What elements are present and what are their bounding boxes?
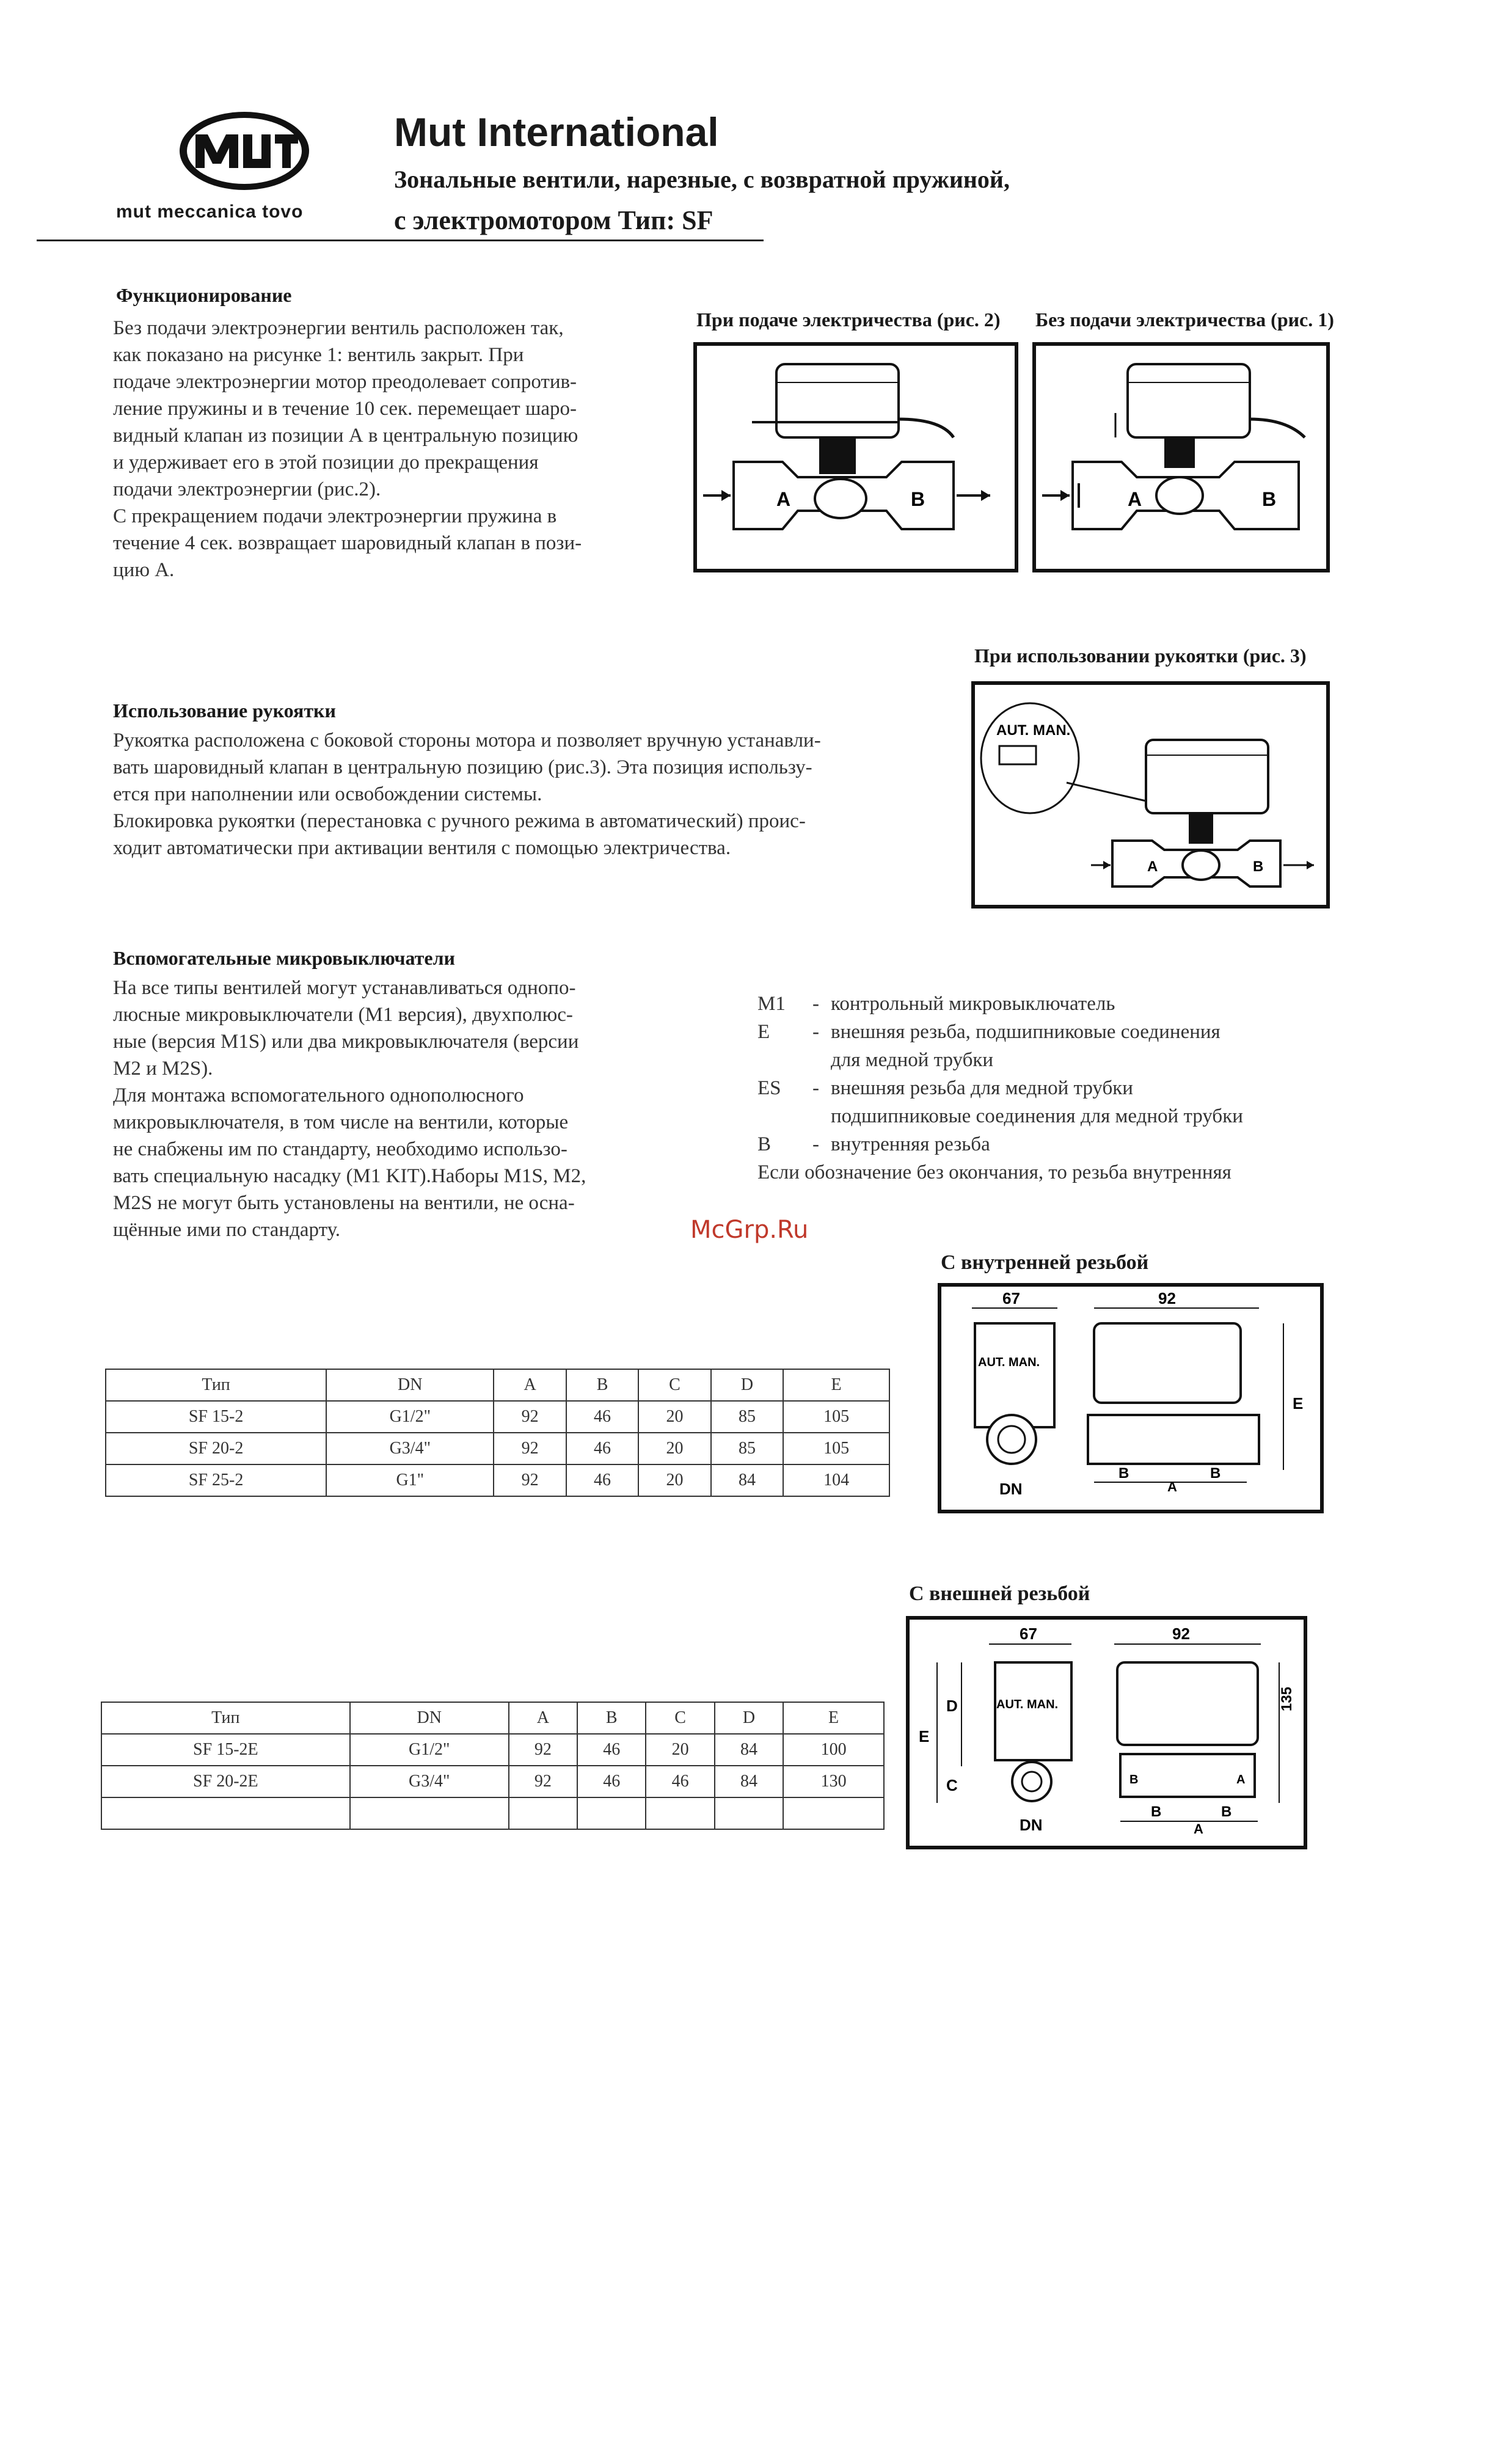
column-header: B (566, 1369, 638, 1401)
table-cell: 104 (783, 1464, 889, 1496)
column-header: A (509, 1702, 577, 1734)
table-cell: 46 (566, 1401, 638, 1433)
fig1-valve-drawing (1036, 346, 1326, 569)
table-cell: 92 (494, 1464, 566, 1496)
function-line: как показано на рисунке 1: вентиль закрыт. При (113, 344, 524, 366)
legend-note: Если обозначение без окончания, то резьба внутренняя (757, 1161, 1231, 1183)
handle-line: Блокировка рукоятки (перестановка с ручного режима в автоматический) проис- (113, 810, 806, 832)
document-subtitle-line2: с электромотором Тип: SF (394, 205, 713, 235)
table-cell: 84 (711, 1464, 783, 1496)
legend-code: E (757, 1021, 770, 1043)
table-cell: 84 (715, 1766, 783, 1797)
column-header: Тип (101, 1702, 350, 1734)
table-cell: G3/4" (326, 1433, 494, 1464)
table-cell (783, 1797, 884, 1829)
table-cell: 46 (577, 1766, 646, 1797)
internal-thread-diagram (938, 1283, 1324, 1513)
fig2-label-b: B (911, 488, 925, 510)
function-line: подаче электроэнергии мотор преодолевает сопротив- (113, 371, 577, 393)
external-dim-e: E (919, 1727, 930, 1746)
column-header: B (577, 1702, 646, 1734)
external-dim-92: 92 (1172, 1625, 1190, 1643)
external-dim-c: C (946, 1776, 958, 1794)
table-cell: 105 (783, 1401, 889, 1433)
legend-code (757, 1102, 812, 1130)
function-line: течение 4 сек. возвращает шаровидный клапан в пози- (113, 532, 582, 554)
fig2-label-a: A (776, 488, 791, 510)
function-line: и удерживает его в этой позиции до прекращения (113, 451, 539, 473)
handle-line: ется при наполнении или освобождении системы. (113, 783, 542, 805)
legend-text: для медной трубки (831, 1049, 994, 1071)
external-thread-title: С внешней резьбой (909, 1582, 1090, 1605)
table-cell: SF 15-2E (101, 1734, 350, 1766)
table-cell: 46 (577, 1734, 646, 1766)
micro-line: люсные микровыключатели (М1 версия), двухполюс- (113, 1004, 573, 1026)
micro-text (113, 974, 663, 1243)
table-cell (509, 1797, 577, 1829)
table-cell: 84 (715, 1734, 783, 1766)
legend-text: контрольный микровыключатель (831, 993, 1115, 1015)
external-thread-drawing (910, 1620, 1304, 1846)
function-text (113, 315, 675, 583)
column-header: C (638, 1369, 710, 1401)
table-cell: 85 (711, 1433, 783, 1464)
table-row (101, 1734, 884, 1766)
micro-line: вать специальную насадку (M1 KIT).Наборы M1S, M2, (113, 1165, 586, 1187)
header-divider (37, 239, 764, 241)
handle-line: Рукоятка расположена с боковой стороны мотора и позволяет вручную устанавли- (113, 729, 821, 751)
table-cell: G1/2" (350, 1734, 509, 1766)
micro-line: ные (версия M1S) или два микровыключателя (версии (113, 1031, 579, 1053)
table-cell: 92 (509, 1766, 577, 1797)
internal-dim-67: 67 (1002, 1289, 1020, 1307)
legend-row: E - внешняя резьба, подшипниковые соединения (757, 1018, 1368, 1046)
fig2-diagram (693, 342, 1018, 572)
legend-code: B (757, 1133, 772, 1155)
fig1-title: Без подачи электричества (рис. 1) (1035, 309, 1334, 331)
internal-dim-dn: DN (999, 1480, 1023, 1498)
external-body-a: A (1236, 1773, 1246, 1786)
legend-code: ES (757, 1077, 781, 1099)
fig3-title: При использовании рукоятки (рис. 3) (974, 645, 1307, 667)
column-header: E (783, 1702, 884, 1734)
legend-row (757, 1046, 1368, 1074)
function-line: Без подачи электроэнергии вентиль расположен так, (113, 317, 564, 339)
table-cell: 46 (566, 1433, 638, 1464)
column-header: DN (350, 1702, 509, 1734)
external-dim-a: A (1194, 1821, 1203, 1837)
function-heading: Функционирование (116, 284, 292, 306)
legend-text: внешняя резьба, подшипниковые соединения (831, 1021, 1221, 1043)
legend-row (757, 1102, 1368, 1130)
fig1-diagram (1032, 342, 1330, 572)
table-cell: 105 (783, 1433, 889, 1464)
table-cell: SF 20-2E (101, 1766, 350, 1797)
fig2-valve-drawing (697, 346, 1015, 569)
table-cell: 85 (711, 1401, 783, 1433)
micro-line: микровыключателя, в том числе на вентили, которые (113, 1111, 569, 1133)
fig3-label-a: A (1147, 858, 1158, 875)
external-dim-dn: DN (1020, 1816, 1043, 1834)
table-header-row (106, 1369, 889, 1401)
table-cell (350, 1797, 509, 1829)
company-logo (177, 110, 312, 192)
fig3-label-b: B (1253, 858, 1264, 875)
column-header: D (715, 1702, 783, 1734)
column-header: A (494, 1369, 566, 1401)
table-cell (577, 1797, 646, 1829)
internal-thread-table (105, 1369, 890, 1497)
company-name: Mut International (394, 109, 719, 155)
internal-thread-title: С внутренней резьбой (941, 1251, 1149, 1274)
table-cell: 46 (566, 1464, 638, 1496)
column-header: E (783, 1369, 889, 1401)
micro-line: M2 и M2S). (113, 1058, 213, 1080)
external-dim-67: 67 (1020, 1625, 1037, 1643)
micro-heading: Вспомогательные микровыключатели (113, 947, 455, 969)
function-line: С прекращением подачи электроэнергии пружина в (113, 505, 557, 527)
table-cell: G1/2" (326, 1401, 494, 1433)
document-subtitle-line1: Зональные вентили, нарезные, с возвратной пружиной, (394, 166, 1010, 193)
external-thread-diagram (906, 1616, 1307, 1849)
micro-line: M2S не могут быть установлены на вентили, не осна- (113, 1192, 575, 1214)
table-row (106, 1433, 889, 1464)
function-line: подачи электроэнергии (рис.2). (113, 478, 381, 500)
external-dim-135: 135 (1279, 1686, 1295, 1711)
column-header: DN (326, 1369, 494, 1401)
column-header: C (646, 1702, 714, 1734)
legend-text: внутренняя резьба (831, 1133, 990, 1155)
table-cell: G3/4" (350, 1766, 509, 1797)
legend-row: ES - внешняя резьба для медной трубки (757, 1074, 1368, 1102)
column-header: Тип (106, 1369, 326, 1401)
fig3-diagram (971, 681, 1330, 908)
table-cell (101, 1797, 350, 1829)
legend-code: M1 (757, 993, 786, 1015)
internal-aut-man: AUT. MAN. (978, 1356, 1040, 1369)
handle-text (113, 727, 974, 861)
table-cell: 20 (646, 1734, 714, 1766)
internal-dim-92: 92 (1158, 1289, 1176, 1307)
micro-line: Для монтажа вспомогательного однополюсного (113, 1084, 524, 1106)
legend-code (757, 1046, 812, 1074)
watermark: McGrp.Ru (690, 1216, 809, 1244)
table-cell: 46 (646, 1766, 714, 1797)
legend-row: M1 - контрольный микровыключатель (757, 990, 1368, 1018)
internal-dim-b1: B (1118, 1465, 1129, 1482)
logo-caption: mut meccanica tovo (116, 202, 304, 222)
table-cell: 92 (509, 1734, 577, 1766)
table-cell: 20 (638, 1464, 710, 1496)
handle-line: вать шаровидный клапан в центральную позицию (рис.3). Эта позиция использу- (113, 756, 812, 778)
table-cell: SF 20-2 (106, 1433, 326, 1464)
table-cell: SF 15-2 (106, 1401, 326, 1433)
model-legend (757, 990, 1368, 1186)
handle-line: ходит автоматически при активации вентиля с помощью электричества. (113, 837, 731, 859)
micro-line: щённые ими по стандарту. (113, 1219, 341, 1241)
fig2-title: При подаче электричества (рис. 2) (696, 309, 1001, 331)
legend-row: B - внутренняя резьба (757, 1130, 1368, 1158)
external-thread-table (101, 1702, 885, 1830)
function-line: ление пружины и в течение 10 сек. перемещает шаро- (113, 398, 577, 420)
external-dim-b2: B (1221, 1804, 1232, 1820)
column-header: D (711, 1369, 783, 1401)
internal-thread-drawing (941, 1287, 1320, 1510)
legend-text: внешняя резьба для медной трубки (831, 1077, 1133, 1099)
function-line: видный клапан из позиции А в центральную позицию (113, 425, 578, 447)
fig1-label-b: B (1262, 488, 1277, 510)
external-dim-d: D (946, 1697, 958, 1715)
table-cell: SF 25-2 (106, 1464, 326, 1496)
micro-line: не снабжены им по стандарту, необходимо использо- (113, 1138, 567, 1160)
fig1-label-a: A (1128, 488, 1142, 510)
handle-heading: Использование рукоятки (113, 700, 336, 722)
table-row (101, 1766, 884, 1797)
table-header-row (101, 1702, 884, 1734)
table-row (106, 1464, 889, 1496)
table-cell: 92 (494, 1401, 566, 1433)
table-cell (646, 1797, 714, 1829)
table-cell (715, 1797, 783, 1829)
internal-dim-b2: B (1210, 1465, 1221, 1482)
internal-dim-e: E (1293, 1394, 1304, 1413)
table-row (101, 1797, 884, 1829)
internal-dim-a: A (1167, 1479, 1177, 1494)
table-cell: 100 (783, 1734, 884, 1766)
fig3-valve-drawing (975, 685, 1326, 905)
table-cell: 92 (494, 1433, 566, 1464)
table-cell: 130 (783, 1766, 884, 1797)
external-body-b1: B (1129, 1773, 1139, 1786)
external-dim-b1: B (1151, 1804, 1162, 1820)
table-row (106, 1401, 889, 1433)
function-line: цию А. (113, 559, 175, 581)
table-cell: 20 (638, 1433, 710, 1464)
legend-text: подшипниковые соединения для медной трубки (831, 1105, 1243, 1127)
external-aut-man: AUT. MAN. (996, 1698, 1059, 1711)
table-cell: G1" (326, 1464, 494, 1496)
table-cell: 20 (638, 1401, 710, 1433)
fig3-aut-man-label: AUT. MAN. (996, 722, 1071, 739)
micro-line: На все типы вентилей могут устанавливаться однопо- (113, 977, 576, 999)
